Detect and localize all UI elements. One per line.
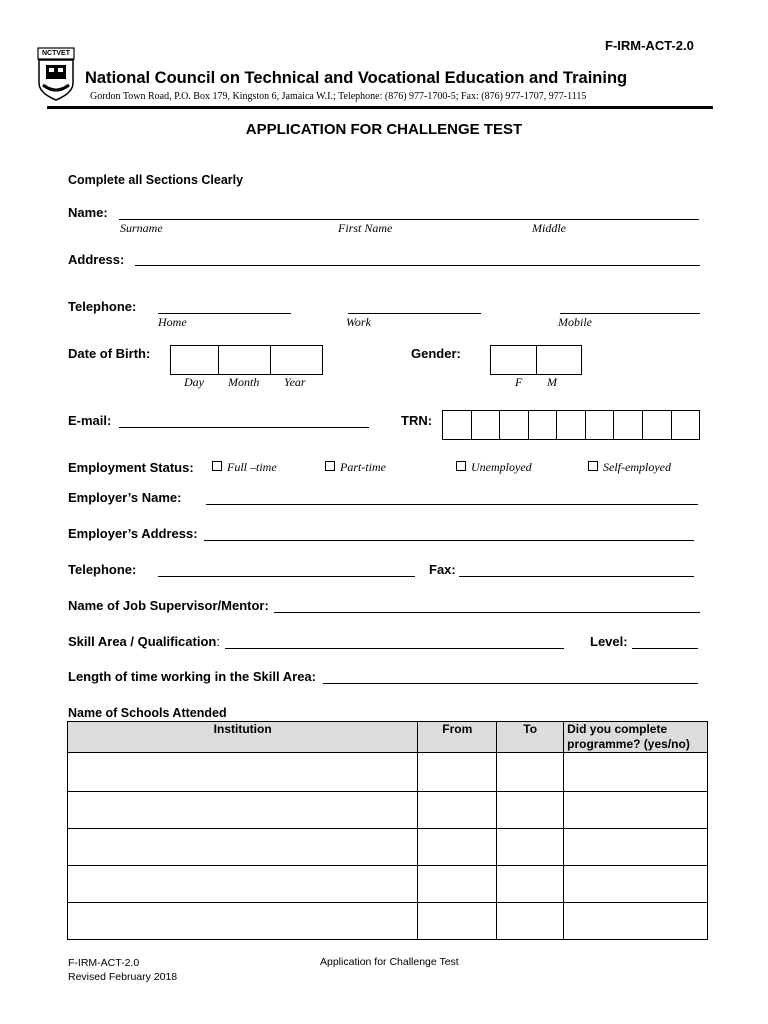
- institution-cell[interactable]: [68, 753, 418, 792]
- supervisor-label: Name of Job Supervisor/Mentor:: [68, 598, 269, 613]
- trn-digit-box[interactable]: [585, 410, 615, 440]
- trn-digit-box[interactable]: [528, 410, 558, 440]
- from-cell[interactable]: [418, 903, 497, 940]
- supervisor-field[interactable]: [274, 612, 700, 613]
- instruction-text: Complete all Sections Clearly: [68, 173, 244, 187]
- completed-header: Did you complete programme? (yes/no): [564, 722, 708, 753]
- employer-name-field[interactable]: [206, 504, 698, 505]
- work-caption: Work: [346, 315, 371, 329]
- fax-field[interactable]: [459, 576, 694, 577]
- employer-name-label: Employer’s Name:: [68, 490, 182, 505]
- footer-revised: Revised February 2018: [68, 971, 178, 983]
- gender-m-caption: M: [547, 375, 557, 389]
- table-row: [68, 903, 708, 940]
- fax-label: Fax:: [429, 562, 456, 577]
- unemployed-label: Unemployed: [471, 460, 532, 474]
- footer-left: [68, 956, 177, 984]
- nctvet-logo: [37, 47, 75, 101]
- from-header: From: [418, 722, 497, 753]
- employer-telephone-field[interactable]: [158, 576, 415, 577]
- to-cell[interactable]: [497, 903, 564, 940]
- to-cell[interactable]: [497, 829, 564, 866]
- full-time-label: Full –time: [227, 460, 277, 474]
- length-label: Length of time working in the Skill Area:: [68, 669, 316, 684]
- trn-digit-box[interactable]: [471, 410, 501, 440]
- employer-telephone-label: Telephone:: [68, 562, 137, 577]
- table-row: [68, 866, 708, 903]
- address-field[interactable]: [135, 265, 700, 266]
- trn-digit-box[interactable]: [671, 410, 701, 440]
- day-caption: Day: [184, 375, 204, 389]
- completed-cell[interactable]: [564, 903, 708, 940]
- footer-code: F-IRM-ACT-2.0: [68, 957, 140, 969]
- part-time-label: Part-time: [340, 460, 386, 474]
- trn-digit-box[interactable]: [642, 410, 672, 440]
- org-name: National Council on Technical and Vocational Education and Training: [85, 69, 628, 87]
- employer-address-field[interactable]: [204, 540, 694, 541]
- footer-title: Application for Challenge Test: [320, 956, 459, 968]
- month-caption: Month: [228, 375, 260, 389]
- name-label: Name:: [68, 205, 108, 220]
- completed-cell[interactable]: [564, 792, 708, 829]
- trn-digit-box[interactable]: [442, 410, 472, 440]
- institution-cell[interactable]: [68, 829, 418, 866]
- mobile-phone-field[interactable]: [560, 313, 700, 314]
- employment-full-time[interactable]: [212, 460, 277, 475]
- work-phone-field[interactable]: [348, 313, 481, 314]
- trn-digit-box[interactable]: [556, 410, 586, 440]
- dob-month-box[interactable]: [218, 345, 271, 375]
- telephone-label: Telephone:: [68, 299, 137, 314]
- skill-area-label: Skill Area / Qualification: [68, 634, 217, 649]
- from-cell[interactable]: [418, 753, 497, 792]
- checkbox-icon[interactable]: [456, 461, 466, 471]
- length-field[interactable]: [323, 683, 698, 684]
- schools-table: [67, 721, 708, 940]
- gender-m-box[interactable]: [536, 345, 582, 375]
- gender-f-caption: F: [515, 375, 523, 389]
- employment-part-time[interactable]: [325, 460, 386, 475]
- home-caption: Home: [158, 315, 187, 329]
- to-header: To: [497, 722, 564, 753]
- employment-unemployed[interactable]: [456, 460, 532, 475]
- from-cell[interactable]: [418, 866, 497, 903]
- skill-area-field[interactable]: [225, 648, 564, 649]
- checkbox-icon[interactable]: [588, 461, 598, 471]
- table-row: [68, 753, 708, 792]
- institution-cell[interactable]: [68, 792, 418, 829]
- page-title: APPLICATION FOR CHALLENGE TEST: [245, 121, 523, 138]
- table-header-row: [68, 722, 708, 753]
- email-field[interactable]: [119, 427, 369, 428]
- checkbox-icon[interactable]: [325, 461, 335, 471]
- completed-cell[interactable]: [564, 753, 708, 792]
- table-row: [68, 829, 708, 866]
- surname-caption: Surname: [120, 221, 163, 235]
- completed-cell[interactable]: [564, 829, 708, 866]
- schools-label: Name of Schools Attended: [68, 706, 227, 720]
- first-name-caption: First Name: [338, 221, 393, 235]
- completed-cell[interactable]: [564, 866, 708, 903]
- year-caption: Year: [284, 375, 306, 389]
- trn-digit-box[interactable]: [613, 410, 643, 440]
- email-label: E-mail:: [68, 413, 112, 428]
- trn-label: TRN:: [401, 413, 433, 428]
- address-label: Address:: [68, 252, 125, 267]
- institution-cell[interactable]: [68, 903, 418, 940]
- mobile-caption: Mobile: [558, 315, 592, 329]
- skill-area-label-wrap: [68, 634, 220, 649]
- gender-label: Gender:: [411, 346, 461, 361]
- middle-name-caption: Middle: [532, 221, 566, 235]
- institution-cell[interactable]: [68, 866, 418, 903]
- dob-year-box[interactable]: [270, 345, 323, 375]
- to-cell[interactable]: [497, 866, 564, 903]
- level-label: Level:: [590, 634, 628, 649]
- self-employed-label: Self-employed: [603, 460, 671, 474]
- to-cell[interactable]: [497, 753, 564, 792]
- home-phone-field[interactable]: [158, 313, 291, 314]
- name-field[interactable]: [119, 219, 699, 220]
- dob-day-box[interactable]: [170, 345, 219, 375]
- level-field[interactable]: [632, 648, 698, 649]
- from-cell[interactable]: [418, 829, 497, 866]
- from-cell[interactable]: [418, 792, 497, 829]
- employment-status-label: Employment Status:: [68, 460, 194, 475]
- header-rule: [47, 106, 713, 109]
- to-cell[interactable]: [497, 792, 564, 829]
- skill-area-colon: :: [216, 634, 220, 649]
- logo-text: NCTVET: [42, 50, 70, 57]
- checkbox-icon[interactable]: [212, 461, 222, 471]
- gender-f-box[interactable]: [490, 345, 537, 375]
- employment-self-employed[interactable]: [588, 460, 671, 475]
- table-row: [68, 792, 708, 829]
- institution-header: Institution: [68, 722, 418, 753]
- form-code: F-IRM-ACT-2.0: [605, 38, 694, 53]
- employer-address-label: Employer’s Address:: [68, 526, 198, 541]
- trn-digit-box[interactable]: [499, 410, 529, 440]
- trn-boxes[interactable]: [442, 410, 700, 440]
- dob-label: Date of Birth:: [68, 346, 151, 361]
- org-address: Gordon Town Road, P.O. Box 179, Kingston 6, Jamaica W.I.; Telephone: (876) 977-1700-5; Fax: (876) 977-1707, 977-1115: [90, 91, 587, 102]
